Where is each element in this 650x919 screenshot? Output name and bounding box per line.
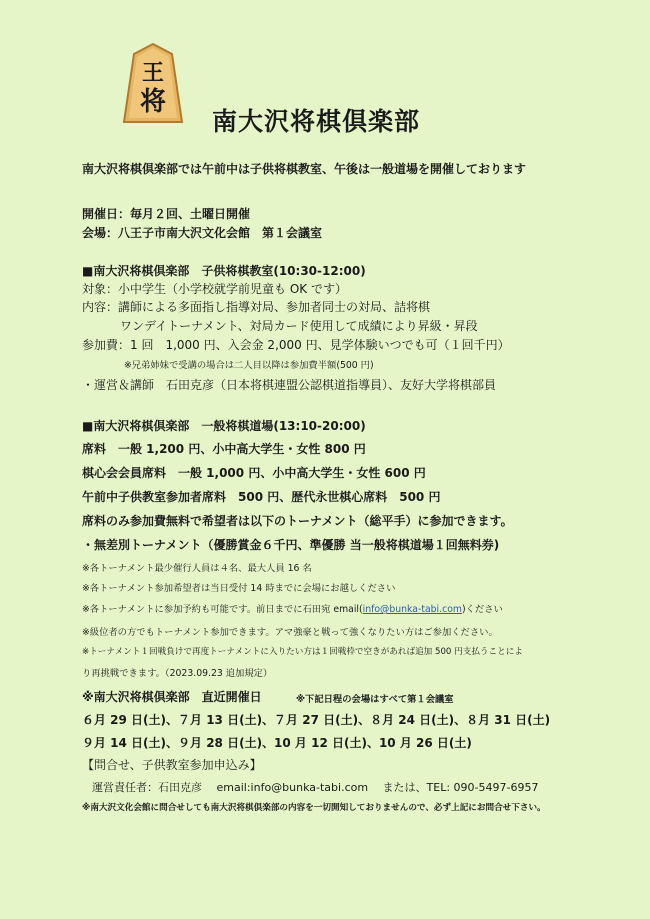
- general-heading: ■南大沢将棋倶楽部 一般将棋道場(13:10-20:00): [82, 419, 366, 433]
- kids-sibling-note: ※兄弟姉妹で受講の場合は二人目以降は参加費半額(500 円): [124, 360, 374, 371]
- kids-instructor: ・運営＆講師 石田克彦（日本将棋連盟公認棋道指導員）、友好大学将棋部員: [82, 378, 497, 392]
- upcoming-subnote: ※下記日程の会場はすべて第１会議室: [296, 694, 454, 705]
- contact-disclaimer: ※南大沢文化会館に問合せしても南大沢将棋倶楽部の内容を一切開知しておりませんので、必ず上記にお問合せ下さい。: [82, 803, 546, 813]
- email-link[interactable]: info@bunka-tabi.com: [362, 604, 462, 615]
- tournament-note-4: ※級位者の方でもトーナメント参加できます。アマ強豪と戦って強くなりたい方はご参加ください。: [82, 627, 498, 638]
- kids-heading: ■南大沢将棋倶楽部 子供将棋教室(10:30-12:00): [82, 264, 366, 278]
- note-3-suffix: )ください: [461, 604, 503, 615]
- piece-char-bottom: 将: [139, 87, 167, 117]
- kids-fee: 参加費：1 回 1,000 円、入会金 2,000 円、見学体験いつでも可（１回千円）: [82, 338, 510, 352]
- intro-text: 南大沢将棋倶楽部では午前中は子供将棋教室、午後は一般道場を開催しております: [82, 162, 527, 176]
- upcoming-dates-1: ６月 29 日(土)、７月 13 日(土)、７月 27 日(土)、８月 24 日(土)、８月 31 日(土): [82, 713, 551, 727]
- general-fee-1: 席料 一般 1,200 円、小中高大学生・女性 800 円: [82, 442, 366, 456]
- tournament-note-5a: ※トーナメント１回戦負けで再度トーナメントに入りたい方は１回戦枠で空きがあれば追加 500 円支払うことによ: [82, 647, 523, 657]
- upcoming-dates-2: ９月 14 日(土)、９月 28 日(土)、10 月 12 日(土)、10 月 26 日(土): [82, 736, 472, 750]
- piece-char-top: 王: [141, 60, 165, 86]
- kids-target: 対象：小中学生（小学校就学前児童も OK です）: [82, 282, 347, 296]
- contact-heading: 【問合せ、子供教室参加申込み】: [82, 758, 262, 772]
- schedule-text: 開催日：毎月２回、土曜日開催: [82, 207, 251, 221]
- venue-text: 会場：八王子市南大沢文化会館 第１会議室: [82, 226, 323, 240]
- tournament-note-2: ※各トーナメント参加希望者は当日受付 14 時までに会場にお越しください: [82, 583, 396, 594]
- tournament-note-5b: り再挑戦できます。（2023.09.23 追加規定）: [82, 668, 273, 679]
- kids-content-2: ワンデイトーナメント、対局カード使用して成績により昇級・昇段: [120, 319, 478, 333]
- note-3-prefix: ※各トーナメントに参加予約も可能です。前日までに石田宛 email(: [82, 604, 363, 615]
- kids-content-1: 内容：講師による多面指し指導対局、参加者同士の対局、詰将棋: [82, 300, 431, 314]
- shogi-piece-logo: [122, 42, 184, 124]
- tournament-note-1: ※各トーナメント最少催行人員は４名、最大人員 16 名: [82, 563, 312, 574]
- tournament-prize: ・無差別トーナメント（優勝賞金６千円、準優勝 当一般将棋道場１回無料券): [82, 538, 500, 552]
- page-title: 南大沢将棋倶楽部: [212, 107, 421, 136]
- contact-line: 運営責任者：石田克彦 email:info@bunka-tabi.com または、TEL: 090-5497-6957: [92, 781, 539, 794]
- tournament-note-3: [82, 601, 503, 615]
- upcoming-heading: ※南大沢将棋倶楽部 直近開催日: [82, 690, 262, 704]
- general-fee-3: 午前中子供教室参加者席料 500 円、歴代永世棋心席料 500 円: [82, 490, 441, 504]
- general-fee-2: 棋心会会員席料 一般 1,000 円、小中高大学生・女性 600 円: [82, 466, 426, 480]
- tournament-intro: 席料のみ参加費無料で希望者は以下のトーナメント（総平手）に参加できます。: [82, 514, 513, 528]
